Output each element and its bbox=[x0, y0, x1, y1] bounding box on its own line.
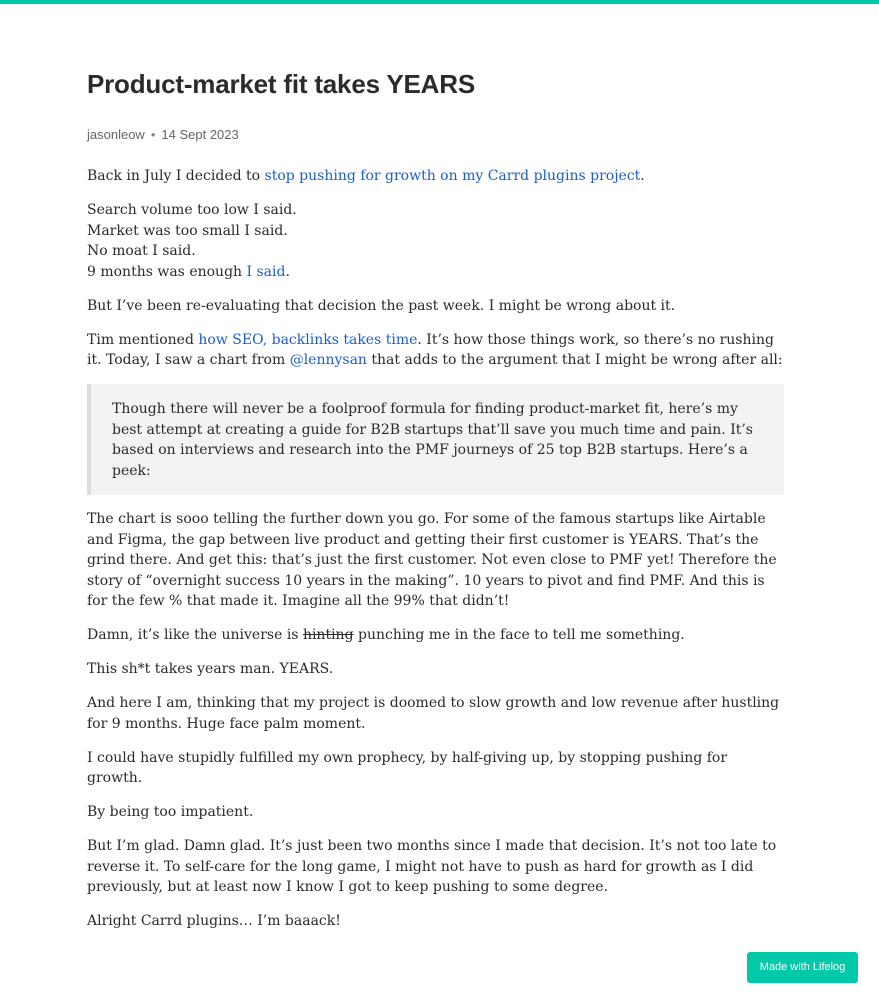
text: Back in July I decided to bbox=[87, 168, 265, 184]
text: 9 months was enough bbox=[87, 263, 247, 280]
seo-backlinks-link[interactable]: how SEO, backlinks takes time bbox=[198, 331, 418, 348]
top-accent-bar bbox=[0, 0, 879, 4]
text: . bbox=[285, 263, 290, 280]
post-author[interactable]: jasonleow bbox=[87, 127, 145, 142]
post-article bbox=[87, 66, 784, 945]
made-with-lifelog-button[interactable]: Made with Lifelog bbox=[747, 952, 858, 983]
text: No moat I said. bbox=[87, 243, 196, 259]
post-meta bbox=[87, 126, 784, 144]
paragraph: But I’ve been re-evaluating that decision the past week. I might be wrong about it. bbox=[87, 297, 676, 314]
strikethrough-text: hinting bbox=[302, 627, 354, 643]
paragraph bbox=[87, 200, 784, 282]
carrd-plugins-link[interactable]: stop pushing for growth on my Carrd plugins project bbox=[264, 168, 641, 184]
paragraph: But I’m glad. Damn glad. It’s just been two months since I made that decision. It’s not too late to reverse it. To self-care for the long game, I might not have to push as hard for growth as I did previously, but at least now I know I got to keep pushing to some degree. bbox=[87, 838, 777, 895]
paragraph: This sh*t takes years man. YEARS. bbox=[87, 661, 334, 677]
paragraph: And here I am, thinking that my project is doomed to slow growth and low revenue after hustling for 9 months. Huge face palm moment. bbox=[87, 695, 780, 732]
post-date: 14 Sept 2023 bbox=[161, 127, 239, 142]
text: punching me in the face to tell me something. bbox=[353, 627, 685, 643]
paragraph: I could have stupidly fulfilled my own prophecy, by half-giving up, by stopping pushing for growth. bbox=[87, 749, 728, 786]
text: . bbox=[640, 168, 645, 184]
paragraph bbox=[87, 166, 784, 187]
text: that adds to the argument that I might be wrong after all: bbox=[366, 352, 783, 368]
paragraph: Alright Carrd plugins… I’m baaack! bbox=[87, 913, 341, 929]
lennysan-link[interactable]: @lennysan bbox=[289, 352, 367, 368]
paragraph bbox=[87, 330, 784, 371]
post-title: Product-market fit takes YEARS bbox=[87, 69, 475, 99]
text: Market was too small I said. bbox=[87, 222, 288, 239]
i-said-link[interactable]: I said bbox=[246, 263, 286, 280]
paragraph: By being too impatient. bbox=[87, 804, 254, 820]
text: Search volume too low I said. bbox=[87, 202, 297, 218]
quote-text: Though there will never be a foolproof formula for finding product-market fit, here’s my best attempt at creating a guide for B2B startups that’ll save you much time and pain. It’s based on interviews and research into the PMF journeys of 25 top B2B startups. Here’s a peek: bbox=[112, 401, 753, 479]
text: Tim mentioned bbox=[87, 331, 199, 348]
paragraph bbox=[87, 625, 784, 646]
text: Damn, it’s like the universe is bbox=[87, 627, 303, 643]
text: . It’s how those things work, so there’s no rushing it. Today, I saw a chart from bbox=[87, 331, 774, 368]
meta-separator: • bbox=[150, 127, 156, 142]
post-body bbox=[87, 166, 784, 932]
paragraph: The chart is sooo telling the further down you go. For some of the famous startups like Airtable and Figma, the gap between live product and getting their first customer is YEARS. That’s the grind there. And get this: that’s just the first customer. Not even close to PMF yet! Therefore the story of “overnight success 10 years in the making”. 10 years to pivot and find PMF. And this is for the few % that made it. Imagine all the 99% that didn’t! bbox=[87, 511, 777, 609]
quote-block bbox=[87, 384, 784, 495]
